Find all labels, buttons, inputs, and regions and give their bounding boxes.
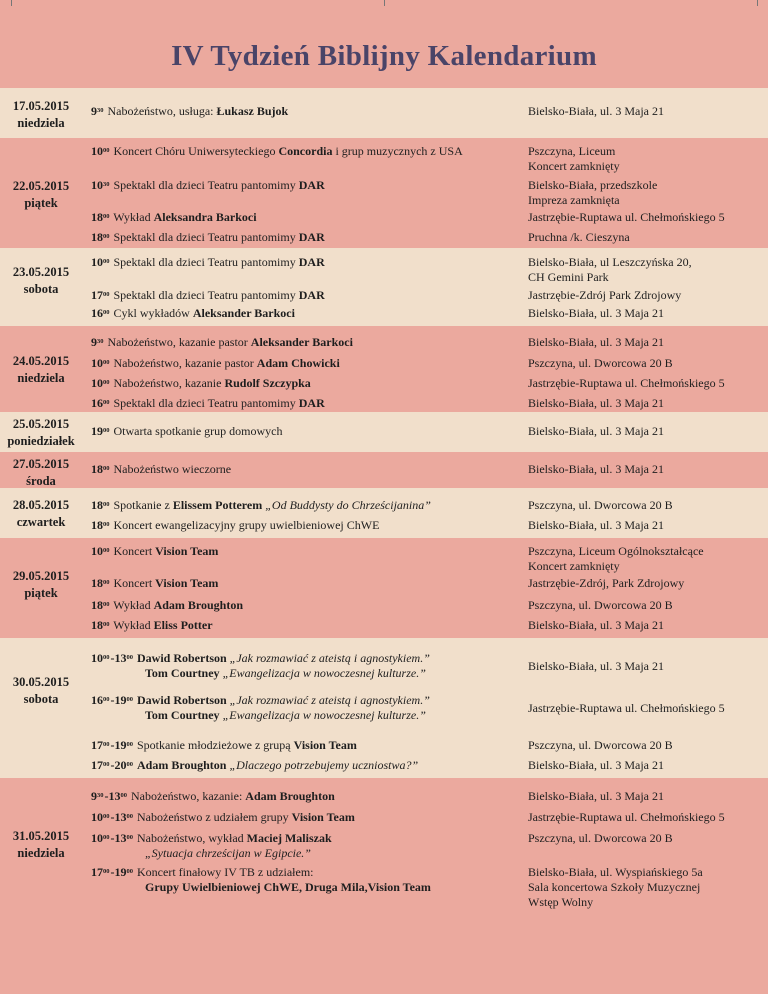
event-location <box>528 659 763 674</box>
event-text: Nabożeństwo, kazanie pastor <box>107 335 251 349</box>
date-label: 30.05.2015 <box>12 675 70 689</box>
event-description <box>91 396 511 411</box>
location-line: Jastrzębie-Ruptawa ul. Chełmońskiego 5 <box>528 810 725 824</box>
location-line: Bielsko-Biała, ul. 3 Maja 21 <box>528 618 664 632</box>
location-line: Pszczyna, ul. Dworcowa 20 B <box>528 831 673 845</box>
event-location <box>528 306 763 321</box>
day-date <box>0 264 82 298</box>
event-description <box>91 865 511 895</box>
event-location <box>528 104 763 119</box>
event-end-time: -20 <box>110 758 127 772</box>
event-text: Nabożeństwo, kazanie pastor <box>113 356 257 370</box>
event-end-minutes: 00 <box>126 741 133 748</box>
day-block <box>0 326 768 412</box>
location-line-2: Impreza zamknięta <box>528 193 620 207</box>
event-location <box>528 810 763 825</box>
event-time: 18 <box>91 462 103 476</box>
event-person: Łukasz Bujok <box>216 104 289 118</box>
event-location <box>528 424 763 439</box>
event-person: Adam Chowicki <box>256 356 340 370</box>
event-topic: „Dlaczego potrzebujemy uczniostwa?” <box>226 758 419 772</box>
event-text: Wykład <box>113 210 154 224</box>
weekday-label: niedziela <box>17 116 65 130</box>
event-time: 16 <box>91 693 103 707</box>
event-location <box>528 498 763 513</box>
event-location <box>528 518 763 533</box>
event-text: Koncert ewangelizacyjny grupy uwielbieniowej ChWE <box>113 518 380 532</box>
location-line: Bielsko-Biała, ul. 3 Maja 21 <box>528 758 664 772</box>
day-date <box>0 568 82 602</box>
event-description <box>91 376 511 391</box>
date-label: 22.05.2015 <box>12 179 70 193</box>
event-person: Adam Broughton <box>137 758 227 772</box>
event-end-time: -13 <box>110 651 127 665</box>
event-time-minutes: 00 <box>103 258 110 265</box>
event-person: Aleksandra Barkoci <box>153 210 257 224</box>
event-time: 10 <box>91 356 103 370</box>
event-person: Rudolf Szczypka <box>224 376 311 390</box>
event-end-time: -19 <box>110 693 127 707</box>
location-line: Bielsko-Biała, ul. 3 Maja 21 <box>528 789 664 803</box>
event-location <box>528 544 763 574</box>
location-line: Jastrzębie-Ruptawa ul. Chełmońskiego 5 <box>528 210 725 224</box>
event-time-minutes: 00 <box>103 696 110 703</box>
event-time-minutes: 30 <box>97 792 104 799</box>
event-text: Spektakl dla dzieci Teatru pantomimy <box>113 178 299 192</box>
day-date <box>0 497 82 531</box>
event-text: Spektakl dla dzieci Teatru pantomimy <box>113 396 299 410</box>
date-label: 29.05.2015 <box>12 569 70 583</box>
event-time: 18 <box>91 498 103 512</box>
event-subline-person: Tom Courtney <box>145 666 220 680</box>
event-description <box>91 576 511 591</box>
event-subline-topic: „Ewangelizacja w nowoczesnej kulturze.” <box>219 666 426 680</box>
event-location <box>528 701 763 716</box>
event-description <box>91 738 511 753</box>
event-time-minutes: 00 <box>103 579 110 586</box>
event-description <box>91 618 511 633</box>
event-time-minutes: 30 <box>97 338 104 345</box>
event-location <box>528 288 763 303</box>
event-text: Spektakl dla dzieci Teatru pantomimy <box>113 230 299 244</box>
location-line: Bielsko-Biała, przedszkole <box>528 178 658 192</box>
event-person: Maciej Maliszak <box>246 831 332 845</box>
event-time-minutes: 00 <box>103 654 110 661</box>
location-line: Bielsko-Biała, ul. 3 Maja 21 <box>528 104 664 118</box>
location-line: Bielsko-Biała, ul Leszczyńska 20, <box>528 255 692 269</box>
event-time: 17 <box>91 738 103 752</box>
event-time-minutes: 00 <box>103 621 110 628</box>
event-person: Vision Team <box>155 576 219 590</box>
event-location <box>528 865 763 910</box>
event-time: 10 <box>91 376 103 390</box>
event-text: Koncert Chóru Uniwersyteckiego <box>113 144 279 158</box>
location-line: Pszczyna, Liceum Ogólnokształcące <box>528 544 704 558</box>
event-text: Nabożeństwo, kazanie <box>113 376 225 390</box>
event-time: 18 <box>91 576 103 590</box>
event-end-time: -19 <box>110 865 127 879</box>
weekday-label: niedziela <box>17 371 65 385</box>
event-text: Nabożeństwo z udziałem grupy <box>134 810 292 824</box>
event-description <box>91 518 511 533</box>
event-time-minutes: 00 <box>103 761 110 768</box>
event-description <box>91 230 511 245</box>
event-time-minutes: 00 <box>103 359 110 366</box>
event-end-minutes: 00 <box>126 813 133 820</box>
location-line: Bielsko-Biała, ul. 3 Maja 21 <box>528 659 664 673</box>
event-topic: „Od Buddysty do Chrześcijanina” <box>262 498 431 512</box>
location-line: Bielsko-Biała, ul. 3 Maja 21 <box>528 396 664 410</box>
day-block <box>0 778 768 994</box>
event-time: 16 <box>91 396 103 410</box>
location-line: Pszczyna, ul. Dworcowa 20 B <box>528 356 673 370</box>
event-person: Concordia <box>278 144 333 158</box>
page-title: IV Tydzień Biblijny Kalendarium <box>171 40 597 72</box>
event-text: Koncert finałowy IV TB z udziałem: <box>134 865 314 879</box>
date-label: 31.05.2015 <box>12 829 70 843</box>
event-location <box>528 598 763 613</box>
day-date <box>0 353 82 387</box>
day-block <box>0 138 768 248</box>
event-subline-person: Tom Courtney <box>145 708 220 722</box>
location-line: Pszczyna, ul. Dworcowa 20 B <box>528 598 673 612</box>
event-text: Spektakl dla dzieci Teatru pantomimy <box>113 288 299 302</box>
event-text: Cykl wykładów <box>113 306 193 320</box>
event-subline <box>91 846 511 861</box>
weekday-label: sobota <box>23 282 59 296</box>
event-description <box>91 255 511 270</box>
location-line: Jastrzębie-Zdrój, Park Zdrojowy <box>528 576 685 590</box>
weekday-label: piątek <box>24 196 58 210</box>
event-time: 10 <box>91 178 103 192</box>
event-time: 9 <box>91 104 97 118</box>
event-end-minutes: 00 <box>126 868 133 875</box>
event-time: 17 <box>91 758 103 772</box>
event-description <box>91 210 511 225</box>
event-time: 9 <box>91 335 97 349</box>
day-date <box>0 416 82 450</box>
event-location <box>528 144 763 174</box>
event-description <box>91 544 511 559</box>
event-time: 18 <box>91 210 103 224</box>
event-text: Spektakl dla dzieci Teatru pantomimy <box>113 255 299 269</box>
event-subline <box>91 708 511 723</box>
event-time-minutes: 30 <box>103 181 110 188</box>
weekday-label: sobota <box>23 692 59 706</box>
event-person: DAR <box>298 230 325 244</box>
event-person: Vision Team <box>293 738 357 752</box>
crop-mark <box>384 0 385 6</box>
event-text: Koncert <box>113 544 156 558</box>
event-description <box>91 335 511 350</box>
event-location <box>528 758 763 773</box>
event-person: DAR <box>298 396 325 410</box>
event-text: Nabożeństwo, usługa: <box>107 104 217 118</box>
weekday-label: czwartek <box>16 515 66 529</box>
location-line: Bielsko-Biała, ul. 3 Maja 21 <box>528 462 664 476</box>
event-time-minutes: 00 <box>103 213 110 220</box>
event-person: DAR <box>298 255 325 269</box>
event-topic: „Jak rozmawiać z ateistą i agnostykiem.” <box>226 693 430 707</box>
event-text-after: i grup muzycznych z USA <box>332 144 463 158</box>
day-block <box>0 538 768 638</box>
event-person: Vision Team <box>155 544 219 558</box>
event-subline-person: Grupy Uwielbieniowej ChWE, Druga Mila,Vision Team <box>145 880 431 894</box>
event-time-minutes: 00 <box>103 813 110 820</box>
location-line: Jastrzębie-Ruptawa ul. Chełmońskiego 5 <box>528 701 725 715</box>
location-line: Bielsko-Biała, ul. 3 Maja 21 <box>528 335 664 349</box>
event-text: Spotkanie młodzieżowe z grupą <box>134 738 294 752</box>
weekday-label: poniedziałek <box>7 434 75 448</box>
event-time-minutes: 00 <box>103 399 110 406</box>
day-date <box>0 828 82 862</box>
event-time-minutes: 00 <box>103 521 110 528</box>
event-description <box>91 810 511 825</box>
event-end-time: -13 <box>110 831 127 845</box>
event-description <box>91 288 511 303</box>
event-description <box>91 758 511 773</box>
event-location <box>528 376 763 391</box>
event-time-minutes: 00 <box>103 233 110 240</box>
event-text: Wykład <box>113 618 154 632</box>
event-time: 10 <box>91 810 103 824</box>
location-line: Bielsko-Biała, ul. 3 Maja 21 <box>528 424 664 438</box>
event-location <box>528 255 763 285</box>
day-date <box>0 98 82 132</box>
event-description <box>91 178 511 193</box>
date-label: 23.05.2015 <box>12 265 70 279</box>
location-line-2: CH Gemini Park <box>528 270 609 284</box>
day-date <box>0 178 82 212</box>
event-text: Nabożeństwo, wykład <box>134 831 247 845</box>
event-time: 17 <box>91 288 103 302</box>
event-person: Dawid Robertson <box>137 651 227 665</box>
event-time-minutes: 00 <box>103 427 110 434</box>
event-time-minutes: 00 <box>103 379 110 386</box>
event-end-minutes: 00 <box>126 834 133 841</box>
event-description <box>91 498 511 513</box>
event-time-minutes: 00 <box>103 465 110 472</box>
event-description <box>91 462 511 477</box>
day-block <box>0 488 768 538</box>
event-time-minutes: 30 <box>97 107 104 114</box>
crop-mark <box>11 0 12 6</box>
event-person: Aleksander Barkoci <box>250 335 353 349</box>
event-person: Adam Broughton <box>153 598 244 612</box>
event-end-minutes: 00 <box>120 792 127 799</box>
event-end-minutes: 00 <box>126 696 133 703</box>
event-end-minutes: 00 <box>126 761 133 768</box>
weekday-label: piątek <box>24 586 58 600</box>
date-label: 17.05.2015 <box>12 99 70 113</box>
event-time: 10 <box>91 831 103 845</box>
day-date <box>0 674 82 708</box>
event-location <box>528 831 763 846</box>
event-description <box>91 651 511 681</box>
event-time: 18 <box>91 598 103 612</box>
event-person: DAR <box>298 178 325 192</box>
location-line-2: Koncert zamknięty <box>528 159 620 173</box>
event-end-time: -19 <box>110 738 127 752</box>
event-time: 10 <box>91 544 103 558</box>
location-line-2: Sala koncertowa Szkoły Muzycznej <box>528 880 701 894</box>
event-description <box>91 598 511 613</box>
day-block <box>0 638 768 778</box>
location-line: Pszczyna, Liceum <box>528 144 616 158</box>
location-line: Pszczyna, ul. Dworcowa 20 B <box>528 498 673 512</box>
event-time-minutes: 00 <box>103 547 110 554</box>
date-label: 27.05.2015 <box>12 457 70 471</box>
day-block <box>0 452 768 488</box>
location-line: Bielsko-Biała, ul. 3 Maja 21 <box>528 518 664 532</box>
event-time: 17 <box>91 865 103 879</box>
event-location <box>528 789 763 804</box>
event-description <box>91 306 511 321</box>
event-topic: „Jak rozmawiać z ateistą i agnostykiem.” <box>226 651 430 665</box>
event-time-minutes: 00 <box>103 147 110 154</box>
event-location <box>528 462 763 477</box>
event-person: Aleksander Barkoci <box>192 306 295 320</box>
event-location <box>528 576 763 591</box>
event-subline <box>91 880 511 895</box>
crop-mark <box>757 0 758 6</box>
event-description <box>91 424 511 439</box>
event-description <box>91 693 511 723</box>
event-person: Vision Team <box>291 810 355 824</box>
event-time: 10 <box>91 255 103 269</box>
event-description <box>91 144 511 159</box>
event-subline <box>91 666 511 681</box>
event-time: 10 <box>91 144 103 158</box>
event-time-minutes: 00 <box>103 601 110 608</box>
day-block <box>0 248 768 326</box>
location-line: Bielsko-Biała, ul. Wyspiańskiego 5a <box>528 865 703 879</box>
location-line: Jastrzębie-Ruptawa ul. Chełmońskiego 5 <box>528 376 725 390</box>
event-location <box>528 178 763 208</box>
event-end-time: -13 <box>104 789 121 803</box>
event-description <box>91 789 511 804</box>
weekday-label: środa <box>26 474 56 488</box>
weekday-label: niedziela <box>17 846 65 860</box>
event-time: 16 <box>91 306 103 320</box>
event-location <box>528 230 763 245</box>
event-time-minutes: 00 <box>103 309 110 316</box>
event-text: Nabożeństwo wieczorne <box>113 462 232 476</box>
event-text: Koncert <box>113 576 156 590</box>
event-description <box>91 356 511 371</box>
event-text: Wykład <box>113 598 154 612</box>
event-time-minutes: 00 <box>103 291 110 298</box>
event-person: Dawid Robertson <box>137 693 227 707</box>
event-end-time: -13 <box>110 810 127 824</box>
event-time: 18 <box>91 618 103 632</box>
event-time: 9 <box>91 789 97 803</box>
event-person: Eliss Potter <box>153 618 213 632</box>
day-date <box>0 456 82 490</box>
location-line-3: Wstęp Wolny <box>528 895 594 909</box>
event-time: 18 <box>91 230 103 244</box>
date-label: 28.05.2015 <box>12 498 70 512</box>
event-text: Otwarta spotkanie grup domowych <box>113 424 283 438</box>
date-label: 24.05.2015 <box>12 354 70 368</box>
event-location <box>528 618 763 633</box>
event-person: Elissem Potterem <box>172 498 263 512</box>
location-line-2: Koncert zamknięty <box>528 559 620 573</box>
event-time-minutes: 00 <box>103 868 110 875</box>
event-text: Nabożeństwo, kazanie: <box>128 789 246 803</box>
event-subline-topic: „Sytuacja chrześcijan w Egipcie.” <box>145 846 311 860</box>
event-time-minutes: 00 <box>103 741 110 748</box>
event-location <box>528 335 763 350</box>
event-location <box>528 396 763 411</box>
event-person: DAR <box>298 288 325 302</box>
location-line: Pruchna /k. Cieszyna <box>528 230 630 244</box>
event-time: 10 <box>91 651 103 665</box>
date-label: 25.05.2015 <box>12 417 70 431</box>
event-description <box>91 831 511 861</box>
location-line: Pszczyna, ul. Dworcowa 20 B <box>528 738 673 752</box>
event-time-minutes: 00 <box>103 834 110 841</box>
event-person: Adam Broughton <box>245 789 335 803</box>
event-end-minutes: 00 <box>126 654 133 661</box>
location-line: Jastrzębie-Zdrój Park Zdrojowy <box>528 288 682 302</box>
day-block <box>0 88 768 138</box>
event-subline-topic: „Ewangelizacja w nowoczesnej kulturze.” <box>219 708 426 722</box>
location-line: Bielsko-Biała, ul. 3 Maja 21 <box>528 306 664 320</box>
event-time: 18 <box>91 518 103 532</box>
event-location <box>528 210 763 225</box>
day-block <box>0 412 768 452</box>
event-time-minutes: 00 <box>103 501 110 508</box>
event-location <box>528 738 763 753</box>
event-location <box>528 356 763 371</box>
event-text: Spotkanie z <box>113 498 173 512</box>
event-description <box>91 104 511 119</box>
event-time: 19 <box>91 424 103 438</box>
